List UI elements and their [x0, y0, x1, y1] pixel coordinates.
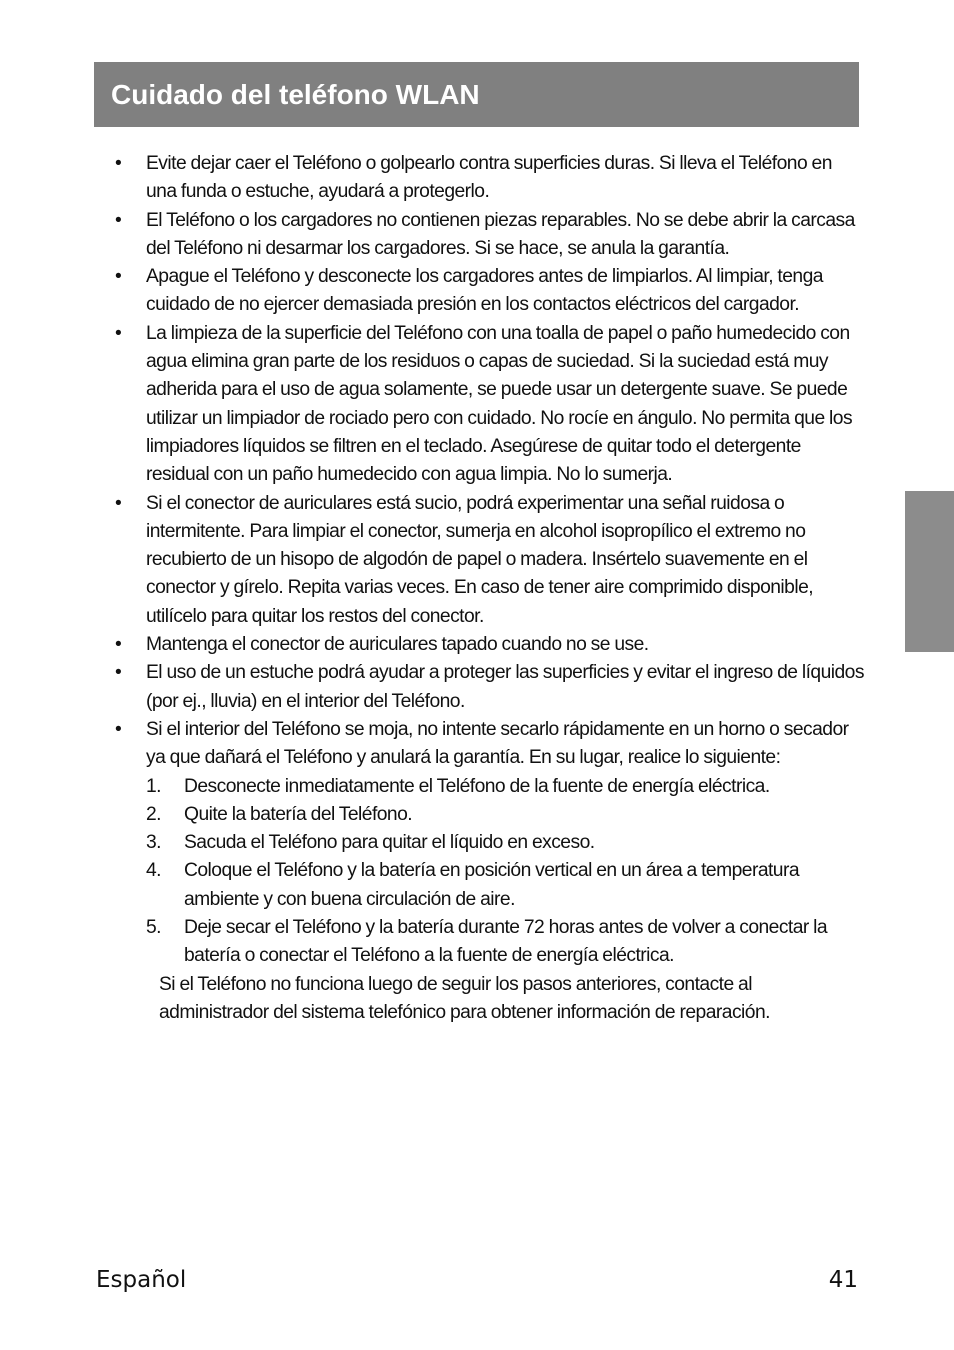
list-item-text: Si el interior del Teléfono se moja, no intente secarlo rápidamente en un horno o secador ya que dañará el Teléfono y anulará la garantía. En su lugar, realice lo siguiente:: [146, 718, 849, 769]
list-item-text: Mantenga el conector de auriculares tapado cuando no se use.: [146, 634, 649, 656]
step-text: Deje secar el Teléfono y la batería durante 72 horas antes de volver a conectar la batería o conectar el Teléfono a la fuente de energía eléctrica.: [184, 917, 828, 967]
step-number: 4.: [146, 860, 161, 882]
page-title: Cuidado del teléfono WLAN: [111, 79, 480, 110]
section-header-bar: [94, 62, 859, 127]
step-text: Quite la batería del Teléfono.: [184, 803, 413, 825]
bullet-icon: •: [115, 322, 122, 344]
list-item-text: Evite dejar caer el Teléfono o golpearlo contra superficies duras. Si lleva el Teléfono en una funda o estuche, ayudará a protegerlo.: [146, 153, 832, 203]
list-item-text: Apague el Teléfono y desconecte los cargadores antes de limpiarlos. Al limpiar, tenga cuidado de no ejercer demasiada presión en los contactos eléctricos del cargador.: [146, 266, 823, 316]
list-item: [112, 320, 864, 490]
step-number: 5.: [146, 917, 161, 939]
bullet-icon: •: [115, 209, 122, 231]
list-item: [112, 150, 864, 207]
page-content: [112, 150, 864, 1027]
list-item: [112, 716, 864, 773]
step-text: Desconecte inmediatamente el Teléfono de la fuente de energía eléctrica.: [184, 775, 770, 797]
list-item: [112, 659, 864, 716]
page-number: 41: [828, 1267, 858, 1293]
section-side-tab: [905, 491, 954, 652]
step-text: Coloque el Teléfono y la batería en posición vertical en un área a temperatura ambiente y con buena circulación de aire.: [184, 860, 800, 910]
bullet-icon: •: [115, 718, 122, 740]
drying-steps-list: [112, 773, 864, 971]
list-item-text: El uso de un estuche podrá ayudar a proteger las superficies y evitar el ingreso de líquidos (por ej., lluvia) en el interior del Teléfono.: [146, 662, 864, 712]
bullet-icon: •: [115, 266, 122, 288]
step-item: [112, 773, 864, 801]
step-item: [112, 914, 864, 971]
bullet-icon: •: [115, 634, 122, 656]
list-item-text: El Teléfono o los cargadores no contienen piezas reparables. No se debe abrir la carcasa del Teléfono ni desarmar los cargadores. Si se hace, se anula la garantía.: [146, 209, 855, 259]
list-item: [112, 631, 864, 659]
step-number: 2.: [146, 803, 161, 825]
list-item-text: La limpieza de la superficie del Teléfono con una toalla de papel o paño humedecido con agua elimina gran parte de los residuos o capas de suciedad. Si la suciedad está muy adherida para el uso de agua solamente, se puede usar un detergente suave. Se puede utilizar un limpiador de rociado pero con cuidado. No rocíe en ángulo. No permita que los limpiadores líquidos se filtren en el teclado. Asegúrese de quitar todo el detergente residual con un paño humedecido con agua limpia. No lo sumerja.: [146, 322, 853, 486]
bullet-icon: •: [115, 153, 122, 174]
bullet-icon: •: [115, 492, 122, 514]
step-item: [112, 801, 864, 829]
list-item: [112, 490, 864, 631]
step-text: Sacuda el Teléfono para quitar el líquido en exceso.: [184, 832, 595, 854]
closing-paragraph: Si el Teléfono no funciona luego de seguir los pasos anteriores, contacte al administrador del sistema telefónico para obtener información de reparación.: [159, 973, 770, 1023]
step-number: 1.: [146, 775, 161, 797]
care-instructions-list: [112, 150, 864, 773]
footer-language: Español: [96, 1267, 187, 1293]
list-item: [112, 263, 864, 320]
list-item-text: Si el conector de auriculares está sucio, podrá experimentar una señal ruidosa o intermitente. Para limpiar el conector, sumerja en alcohol isopropílico el extremo no recubierto de un hisopo de algodón de papel o madera. Insértelo suavemente en el conector y gírelo. Repita varias veces. En caso de tener aire comprimido disponible, utilícelo para quitar los restos del conector.: [146, 492, 814, 627]
step-item: [112, 857, 864, 914]
step-item: [112, 829, 864, 857]
bullet-icon: •: [115, 662, 122, 684]
step-number: 3.: [146, 832, 161, 854]
list-item: [112, 207, 864, 264]
